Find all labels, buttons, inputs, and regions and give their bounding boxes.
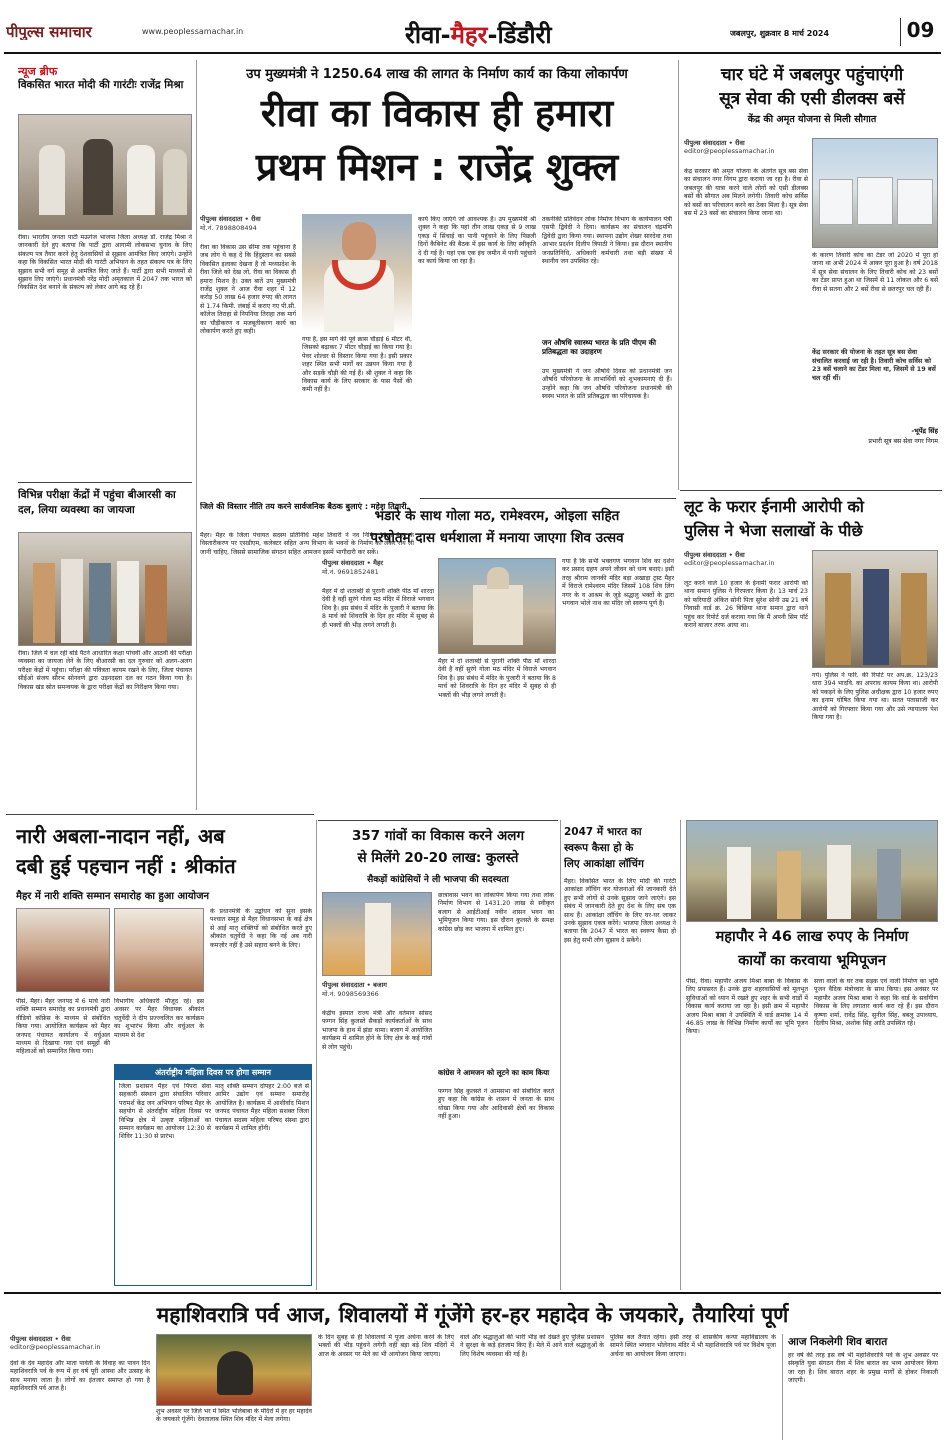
nari-story (6, 816, 314, 1290)
shivling-shape (217, 1351, 253, 1395)
bus-col2: के कारण तिवारी कोच का टेंडर जो 2020 में पूरा हो जाना था अभी 2024 में आकर पूरा हुआ है। वर्ष 2018 में सूत्र सेवा संचालन के लिए तिवारी कोच को 23 बसों का टेंडर प्राप्त हुआ था जिसमें से 11 लोकल और 6 बसें रीवा से सतना और 2 बसें रीवा से छतरपुर चल रही हैं। (812, 252, 938, 293)
lead-col4-subhead: जन औषधि स्वास्थ्य भारत के प्रति पीएम की प्रतिबद्धता का उदाहरण (542, 338, 656, 356)
mahashivratri-headline: महाशिवरात्रि पर्व आज, शिवालयों में गूंजेंगे हर-हर महादेव के जयकारे, तैयारियां पूर्ण (156, 1303, 789, 1327)
fraud-headline-line1: लूट के फरार ईनामी आरोपी को (684, 497, 864, 516)
brief-2-headline: विभिन्न परीक्षा केंद्रों में पहुंचा बीआरसी का दल, लिया व्यवस्था का जायजा (18, 489, 176, 516)
shiv-temple-photo (438, 558, 556, 654)
brief-1-text: रीवा। भारतीय जनता पार्टी मऊगंज भाजपा जिला अध्यक्ष डॉ. राजेंद्र मिश्रा ने जानकारी देते हुए बताया कि पार्टी द्वारा आगामी लोकसभा चुनाव के लिए संकल्प पत्र तैयार करने हेतु देशवासियों से सुझाव आमंत्रित किए जाएंगे। उन्होंने कहा कि विकसित भारत मोदी की गारंटी अभियान के तहत संकल्प पत्र के लिए सुझाव सभी वर्ग समूह से आमंत्रित किए जाते हैं। पार्टी द्वारा सभी माध्यमों से सुझाव लिए जाएंगे। प्रधानमंत्री नरेंद्र मोदी अमृतकाल में 2047 तक भारत को विकसित देश बनाने के संकल्प को लेकर आगे बढ़ रहे हैं। (18, 234, 192, 292)
bus-credit (684, 138, 808, 164)
section-title (405, 18, 615, 48)
section-title-maihar: मैहर (450, 21, 488, 48)
lead-credit-phone: मो.नं. 7898808494 (200, 224, 257, 232)
brief-1-headline: विकसित भारत मोदी की गारंटीः राजेंद्र मिश्रा (18, 79, 184, 91)
section-divider (318, 820, 558, 821)
bus-quote-role: प्रभारी सूत्र बस सेवा नगर निगम (868, 438, 938, 445)
bus-story (680, 58, 942, 488)
lead-col1-subhead: जिले की विस्तार नीति तय करने सार्वजनिक बैठक बुलाएं : महेश तिवारी (200, 502, 407, 511)
shiv-headline-line1: भंडारे के साथ गोला मठ, रामेश्वरम, ओइला सहित (374, 508, 620, 524)
section-divider (420, 498, 676, 499)
bus-vehicle (897, 179, 933, 225)
bus-col1: केंद्र सरकार की अमृत योजना के अंतर्गत सूत्र बस सेवा का संचालन नगर निगम द्वारा कराया जा रहा है। रीवा से जबलपुर की यात्रा करने वाले लोगों को एसी डीलक्स बसों की सौगात अब मिलने लगेगी। तिवारी कोच सर्विस को बसों का परिचालन करने का ठेका मिला है। सूत्र सेवा बस में 23 बसों का संचालन किया जाना था। (684, 168, 808, 218)
person-figure (877, 849, 901, 919)
shiv-col1: मैहर में दो शताब्दी से पुरानी शक्ति पीठ माँ शारदा देवी है वहीं सुरंगे गोला मठ मंदिर में विराजे भगवान शिव है। इस संबंध में मंदिर के पुजारी ने बताया कि 8 मार्च को शिवरात्रि के दिन हर मंदिर में सुबह से ही भक्तों की भीड़ लगने लगती है। (322, 588, 434, 629)
fraud-credit-email[interactable]: editor@peoplessamachar.in (684, 559, 775, 567)
nari-headline-line1: नारी अबला-नादान नहीं, अब (16, 824, 225, 848)
bus-photo (812, 138, 938, 248)
mahashivratri-credit-name: पीपुल्स संवाददाता • रीवा (10, 1335, 71, 1343)
mayor-headline-line1: महापौर ने 46 लाख रुपए के निर्माण (715, 929, 909, 945)
nari-headline-line2: दबी हुई पहचान नहीं : श्रीकांत (16, 854, 236, 878)
dateline: जबलपुर, शुक्रवार 8 मार्च 2024 (730, 29, 830, 38)
kulaste-photo (322, 892, 432, 976)
fraud-credit-name: पीपुल्स संवाददाता • रीवा (684, 551, 745, 559)
person-figure (727, 847, 751, 919)
mahashivratri-credit (10, 1334, 150, 1358)
column-divider (560, 820, 561, 1290)
shiv-credit (322, 558, 434, 584)
paper-url[interactable]: www.peoplessamachar.in (142, 27, 244, 36)
bus-vehicle (819, 179, 853, 225)
lead-col3: कार्य किए जाएंगे जो आवश्यक है। उप मुख्यमंत्री श्री शुक्ल ने कहा कि यहां तीन लाख एकड़ से 9 लाख एकड़ में सिंचाई का पानी पहुंचाने के लिए पिछली दिनों कैबिनेट की बैठक में इस कार्य के लिए स्वीकृति दे दी गई है। यहां एक एक इंच जमीन में पानी पहुंचाने का कार्य किया जा रहा है। (418, 216, 536, 266)
temple-spire (487, 567, 509, 589)
nari-photo-2 (114, 908, 204, 992)
lead-col4: तकनीकी प्रतिवेदन लोक निर्माण विभाग के कार्यपालन यंत्री एसपी द्विवेदी ने दिया। कार्यक्रम का संचालन चंद्रमणि द्विवेदी द्वारा किया गया। स्थापना उद्योग शेखर सारदेवा तथा आभार प्रदर्शन दिलीप त्रिपाठी ने किया। इस दौरान स्थानीय जनप्रतिनिधि, अधिकारी कर्मचारी तथा बड़ी संख्या में स्थानीय जन उपस्थित रहे। (542, 216, 672, 266)
shiv-barat-heading: आज निकलेगी शिव बारात (788, 1336, 888, 1348)
lead-photo (302, 214, 412, 332)
person-figure (127, 145, 155, 215)
kulaste-credit-name: पीपुल्स संवाददाता • बजाग (322, 981, 387, 989)
akanksha-headline-line2: स्वरूप कैसा हो के (564, 842, 634, 854)
lead-col1: रीवा का विकास उस सीमा तक पहुंचाना है जब लोग ये कह दें कि हिंदुस्तान का सबसे विकसित इलाका देखना है तो मध्यप्रदेश के रीवा जिले को देख लो, रीवा का विकास ही हमारा मिशन है। उक्त बातें उप मुख्यमंत्री राजेंद्र शुक्ल ने आज रीवा शहर में 12 करोड़ 50 लाख 64 हजार रुपए की लागत से 1.74 किमी. लंबाई में कराए गए पी.सी. कॉलेज तिराहा से निपनिया तिराहा तक मार्ग का चौड़ीकरण व मजबूतीकरण कार्य का लोकार्पण करते हुए कही। (200, 244, 296, 336)
bus-credit-name: पीपुल्स संवाददाता • रीवा (684, 139, 745, 147)
akanksha-story (562, 820, 678, 1290)
nari-box-title: अंतर्राष्ट्रीय महिला दिवस पर होगा सम्मान (115, 1065, 311, 1080)
section-title-rewa: रीवा- (405, 21, 451, 48)
shiv-credit-phone: मो.नं. 9691852481 (322, 568, 379, 576)
police-figure (825, 573, 851, 665)
bus-vehicle (857, 177, 893, 225)
lead-credit (200, 214, 296, 240)
bus-quote-by: -भूपेंद्र सिंह (911, 427, 938, 435)
nari-col3: के प्रधानमंत्री के उद्बोधन को सुना इसके पश्चात समूह से मैहर विधानसभा के कई क्षेत्र से आई मातृ शक्तियों को संबोधित करते हुए श्रीकांत चतुर्वेदी ने कहा कि नई अब नारी कमज़ोर नहीं है उसे सहारा बनने के लिए। (210, 908, 312, 949)
mahashivratri-col3: के दिन सुबह से ही शिवालयों में पूजा अर्चना करने के लिए भक्तों की भीड़ पहुंचने लगेगी वहीं बड़ा बड़े शिव मंदिरों में आज के अवसर पर मेले का भी आयोजन किया जाएगा। (318, 1334, 454, 1358)
lead-col2: गया है, इस मार्ग की पूर्व क्रास चौड़ाई 6 मीटर थी, जिसको बढ़ाकर 7 मीटर चौड़ाई का किया गया है। पेवर शोल्डर से विस्तार किया गया है। इसी प्रकार शहर स्थित सभी मार्गों का उन्नयन किया गया है और सड़कें चौड़ी की गई हैं। श्री शुक्ल ने कहा कि विकास कार्य के लिए सरकार के पास पैसों की कमी नहीं है। (302, 336, 412, 394)
person-figure (827, 845, 851, 919)
fraud-headline-line2: पुलिस ने भेजा सलाखों के पीछे (684, 521, 863, 540)
person-figure (145, 565, 167, 643)
speaker-figure (365, 903, 391, 976)
shiv-story (318, 500, 676, 818)
shiv-headline-line2: परषोतम दास धर्मशाला में मनाया जाएगा शिव उत्सव (370, 530, 624, 546)
kulaste-col1: केंद्रीय इस्पात राज्य मंत्री और वर्तमान सांसद फग्गन सिंह कुलस्ते सैकड़ों कार्यकर्ताओं के साथ भाजपा के हाथ में झंडा थामा। बजाग में आयोजित कार्यक्रम में शामिल होने के लिए क्षेत्र के कई गांवों से लोग पहुंचे। (322, 1010, 432, 1051)
masthead-rule (4, 52, 941, 54)
accused-figure (863, 569, 889, 665)
mahashivratri-col4: वाले और श्रद्धालुओं की भारी भीड़ को देखते हुए पुलिस प्रशासन ने सुरक्षा के कड़े इंतजाम किए हैं। मेले में आने वाले श्रद्धालुओं के लिए विशेष व्यवस्था की गई है। (460, 1334, 604, 1358)
person-figure (61, 559, 83, 643)
brief-divider (18, 482, 192, 483)
kulaste-story (318, 822, 558, 1290)
mahashivratri-credit-email[interactable]: editor@peoplessamachar.in (10, 1343, 101, 1351)
nari-box-col1: जिला प्रशासन मैहर एवं पिपरा सेवा सहकारी संस्थान द्वारा संचालित परिवार परामर्श केंद्र जन अभियान परिषद मैहर के सहयोग से अंतर्राष्ट्रीय महिला दिवस पर विभिन्न क्षेत्र में उत्कृष्ट महिलाओं का सम्मान कार्यक्रम का आयोजन 12:30 से शिविर 11:30 से प्रारंभ। (119, 1083, 211, 1141)
akanksha-col1: मैहर। विकसित भारत के लिए मोदी की गारंटी आकांक्षा लॉचिंग कर योजनाओं की जानकारी देते हुए सभी लोगों से उनके सुझाव जाने जाएंगे। इस संबंध में जानकारी देते हुए देश के लिए सब एक साथ हैं। आकांक्षा लॉचिंग के लिए घर-घर जाकर उनके सुझाव एकत्र करेंगे। भाजपा जिला अध्यक्ष ने बताया कि 2047 में भारत का स्वरूप कैसा हो इस हेतु सभी लोग सुझाव दे सकेंगे। (564, 878, 676, 944)
fraud-col1: लूट करने वाले 10 हजार के ईनामी फरार आरोपी को थाना समान पुलिस ने गिरफ्तार किया है। 13 मार्च 23 को फरियादी अंकित सोनी पिता सुरेश सोनी उम्र 21 वर्ष निवासी वार्ड क्र. 26 बिछिया थाना समान द्वारा थाने पहुंच कर रिपोर्ट दर्ज कराया गया कि मैं अपनी सिम पॉर्ट कराने बाजार तरफ आया था। (684, 580, 808, 630)
news-brief-column (6, 58, 194, 812)
brief-2-text: रीवा। जिले में चल रही बोर्ड पैटर्न आधारित कक्षा पांचवीं और आठवीं की परीक्षा व्यवस्था का जायजा लेने के लिए बीआरसी का दल गुरुवार को अलग-अलग परीक्षा केंद्रों में पहुंचा। परीक्षा की पवित्रता कायम रखने के लिए, जिला पंचायत सीईओ संजय सौरभ सोनवणे द्वारा उड़नदस्ता दल का गठन किया गया है। विकास खंड स्रोत समन्वयक के द्वारा परीक्षा केंद्रों का निरीक्षण किया गया। (18, 650, 192, 691)
shivling-photo (156, 1334, 312, 1406)
bus-credit-email[interactable]: editor@peoplessamachar.in (684, 147, 775, 155)
fraud-col2: गये। पुलिस ने फरि. की रिपोर्ट पर अप.क्र. 123/23 धारा 394 भादवि. का अपराध कायम किया था। आरोपी को पकड़ने के लिए पुलिस अधीक्षक द्वारा 10 हजार रुपए का इनाम घोषित किया गया था। सतत पतासाजी कर आरोपी को गिरफ्तार किया गया और उसे न्यायालय पेश किया गया है। (812, 672, 938, 722)
mayor-col1: पीसं, रीवा। महापौर अजय मिश्रा बाबा के विकास के लिए प्रयासरत हैं। उनके द्वारा शहरवासियों को मूलभूत सुविधाओं को ध्यान में रखते हुए शहर के सभी वार्डों में विकास कार्य कराया जा रहा है। इसी क्रम में महापौर अजय मिश्रा बाबा ने उपस्थिति में वार्ड क्रमांक 14 में 46.85 लाख के विभिन्न निर्माण कार्यों का भूमि पूजन किया। (686, 978, 808, 1036)
akanksha-headline-line1: 2047 में भारत का (564, 826, 642, 838)
lead-col1-b: मैहर। मैहर के जिला पंचायत सदस्य प्रतिनिधि महेश तिवारी ने नव निर्मित जिला मैहर के विस्तारीकरण पर एसडीएम, कलेक्टर सहित अन्य विभाग के भवनों के निर्माण को लेकर राय ली जानी चाहिए, जिससे सामाजिक संगठन सहित आमजन इसमें भागीदारी कर सकें। (200, 532, 414, 556)
shiv-credit-name: पीपुल्स संवाददाता • मैहर (322, 559, 384, 567)
kulaste-subheadline: सैकड़ों कांग्रेसियों ने ली भाजपा की सदस्यता (367, 875, 509, 885)
speaker-head (342, 222, 376, 262)
section-title-dindori: -डिंडौरी (487, 21, 552, 48)
mayor-photo (686, 820, 938, 922)
nari-photo-1 (16, 908, 110, 992)
page-number: 09 (900, 18, 940, 46)
kulaste-credit-phone: मो.नं. 9098569366 (322, 990, 379, 998)
lead-kicker: उप मुख्यमंत्री ने 1250.64 लाख की लागत के निर्माण कार्य का किया लोकार्पण (246, 67, 628, 82)
masthead (0, 0, 945, 56)
person-figure (39, 145, 65, 215)
column-divider (782, 1334, 783, 1440)
lead-col4-b: उप मुख्यमंत्री ने जन औषधि दिवस को प्रधानमंत्री जन औषधि परियोजना के लाभार्थियों को शुभकामनाएं दी हैं। उन्होंने कहा कि जन औषधि परियोजना प्रधानमंत्री की स्वस्थ भारत के प्रति प्रतिबद्धता का परिचायक है। (542, 368, 672, 401)
shiv-col2: गया है कि सभी भक्तगण भगवान शिव का दर्शन कर प्रसाद ग्रहण अपने जीवन को धन्य बनाएं। इसी तरह श्रीराम जानकी मंदिर बड़ा अखाड़ा ट्रस्ट मैहर में विराजे रामेश्वरम मंदिर जिसमें 108 शिव लिंग नगर के व आश्रम के जुड़े श्रद्धालु भक्तों के द्वारा भगवान भोले नाथ का मंदिर जो स्वरूप पूर्ण है। (562, 558, 674, 608)
mahashivratri-col5: पुलिस बल तैनात रहेगा। इसी तरह से शासकीय कन्या महाविद्यालय के सामने स्थित भगवान भोलेनाथ मंदिर में भी महाशिवरात्रि पर्व पर विशेष पूजा अर्चना का आयोजन किया जाएगा। (610, 1334, 776, 1358)
fraud-credit (684, 550, 808, 576)
mayor-story (682, 816, 942, 1290)
kulaste-col2-subhead: कांग्रेस ने आमजन को लूटने का काम किया (438, 1068, 550, 1077)
mahashivratri-caption: शुभ अवसर पर जिले भर में स्थित भोलेबाबा के मंदिरों में हर हर महादेव के जयकारे गूंजेंगे। देवतालाब स्थित शिव मंदिर में मेला लगेगा। (156, 1408, 312, 1424)
lead-credit-name: पीपुल्स संवाददाता • रीवा (200, 215, 261, 223)
fraud-story (680, 492, 942, 812)
brief-1-photo (18, 114, 192, 230)
paper-logo: पीपुल्स समाचार (6, 23, 92, 40)
mahashivratri-story (4, 1294, 941, 1443)
person-figure (117, 561, 139, 643)
column-divider (678, 60, 679, 490)
news-brief-tag: न्यूज ब्रीफ (18, 65, 58, 78)
nari-box-col2: मातृ शक्ति सम्मान दोपहर 2:00 बजे से आमिर उद्योग एवं सम्मान समारोह आयोजित है। कार्यक्रम में आशीर्वाद मिशन जनपद पंचायत मैहर महिला सशक्त जिला पंचायत सदस्य महिला परिषद संस्था द्वारा कार्यक्रम में शामिल होंगी। (215, 1083, 309, 1133)
temple-structure (473, 585, 523, 645)
kulaste-col2: छात्रावास भवन का लोकार्पण किया गया तथा लोक निर्माण विभाग से 1431.20 लाख से स्वीकृत बजाग से आईटीआई नवीन शासन भवन का भूमिपूजन किया गया। इस दौरान कुलस्ते के समक्ष कांग्रेस छोड़ कर भाजपा में शामिल हुए। (438, 892, 554, 933)
bus-boxed-note: केंद्र सरकार की योजना के तहत सूत्र बस सेवा संचालित करवाई जा रही है। तिवारी कोच सर्विस को 23 बसें चलाने का टेंडर मिला था, जिसमें से 19 बसें चल रहीं थीं। (812, 348, 936, 382)
police-figure (901, 573, 927, 665)
column-divider (196, 60, 197, 810)
kulaste-headline-line1: 357 गांवों का विकास करने अलग (351, 828, 525, 844)
shiv-barat-text: हर वर्ष की तरह इस वर्ष भी महाशिवरात्रि पर्व के शुभ अवसर पर संस्कृति युवा संगठन रीवा में शिव बारात का भव्य आयोजन किया जा रहा है। शिव बारात शहर के प्रमुख मार्गों से होकर निकाली जाएगी। (788, 1352, 938, 1385)
column-divider (680, 820, 681, 1290)
mayor-col2: सत्ता वालों के घर तक सड़क एवं नाली निर्माण का भूमि पूजन वैदिक मंत्रोच्चार के साथ किया। इस अवसर पर महापौर अजय मिश्रा बाबा ने कहा कि वार्ड के सर्वांगीण विकास के लिए लगातार कार्य करा रहे हैं। इस दौरान कृष्णा शर्मा, रावेंद्र सिंह, सुनील सिंह, बबलू उपाध्याय, दिलीप मिश्रा, अशोक सिंह आदि उपस्थित रहे। (814, 978, 938, 1028)
fraud-police-photo (812, 550, 938, 668)
kulaste-headline-line2: से मिलेंगे 20-20 लाख: कुलस्ते (357, 850, 519, 866)
bus-headline-line2: सूत्र सेवा की एसी डीलक्स बसें (719, 89, 905, 109)
person-figure (83, 139, 113, 215)
section-divider (680, 490, 942, 491)
bus-subheadline: केंद्र की अमृत योजना से मिली सौगात (747, 114, 877, 125)
kulaste-col2-b: फग्गन सिंह कुलस्ते ने आमसभा को संबोधित करते हुए कहा कि कांग्रेस के शासन में जनता के साथ धोखा किया गया और आदिवासी क्षेत्रों का विकास नहीं हुआ। (438, 1088, 554, 1121)
nari-subheadline: मैहर में नारी शक्ति सम्मान समारोह का हुआ आयोजन (16, 891, 210, 902)
column-divider (316, 820, 317, 1290)
person-figure (89, 563, 111, 643)
section-divider (6, 814, 314, 815)
lead-headline-line2: प्रथम मिशन : राजेंद्र शुक्ल (255, 145, 619, 189)
brief-2-photo (18, 532, 192, 646)
bus-headline-line1: चार घंटे में जबलपुर पहुंचाएंगी (720, 65, 904, 85)
mayor-headline-line2: कार्यों का करवाया भूमिपूजन (738, 953, 886, 969)
lead-story (198, 58, 676, 498)
person-figure (33, 563, 55, 643)
person-figure (163, 149, 187, 215)
nari-event-box (114, 1064, 312, 1286)
lead-headline-line1: रीवा का विकास ही हमारा (260, 91, 614, 135)
kulaste-credit (322, 980, 432, 1006)
nari-col1: पीसं, मैहर। मैहर जनपद में 6 मार्च नारी शक्ति सम्मान समारोह का प्रधानमंत्री द्वारा वीडियो कॉफ्रेंस के माध्यम से संबोधित किया गया। आयोजित कार्यक्रम को मैहर जनपद पंचायत कार्यालय में वर्चुअल माध्यम से दिखाया गया एवं समूहों की महिलाओं को सम्मानित किया गया। (16, 998, 110, 1056)
nari-col2: विभागीय अधिकारी मौजूद रहे। इस अवसर पर मैहर विधायक श्रीकांत चतुर्वेदी ने दीप प्रज्ज्वलित कर कार्यक्रम का शुभारंभ किया और वर्चुअल के माध्यम से देश (114, 998, 204, 1039)
person-figure (777, 851, 801, 919)
mahashivratri-col1: देवों के देव महादेव और माता पार्वती के विवाह का पावन दिन महाशिवरात्रि पर्व के रूप में हर वर्ष पूरी आस्था और उत्साह के साथ मनाया जाता है। लोगों का इंतजार समाप्त हो गया है महाशिवरात्रि पर्व आज है। (10, 1360, 150, 1393)
shiv-col1-cont: मैहर में दो शताब्दी से पुरानी शक्ति पीठ माँ शारदा देवी है वहीं सुरंगे गोला मठ मंदिर में विराजे भगवान शिव है। इस संबंध में मंदिर के पुजारी ने बताया कि 8 मार्च को शिवरात्रि के दिन हर मंदिर में सुबह से ही भक्तों की भीड़ लगने लगती है। (438, 658, 556, 699)
akanksha-headline-line3: लिए आकांक्षा लॉचिंग (564, 858, 644, 870)
